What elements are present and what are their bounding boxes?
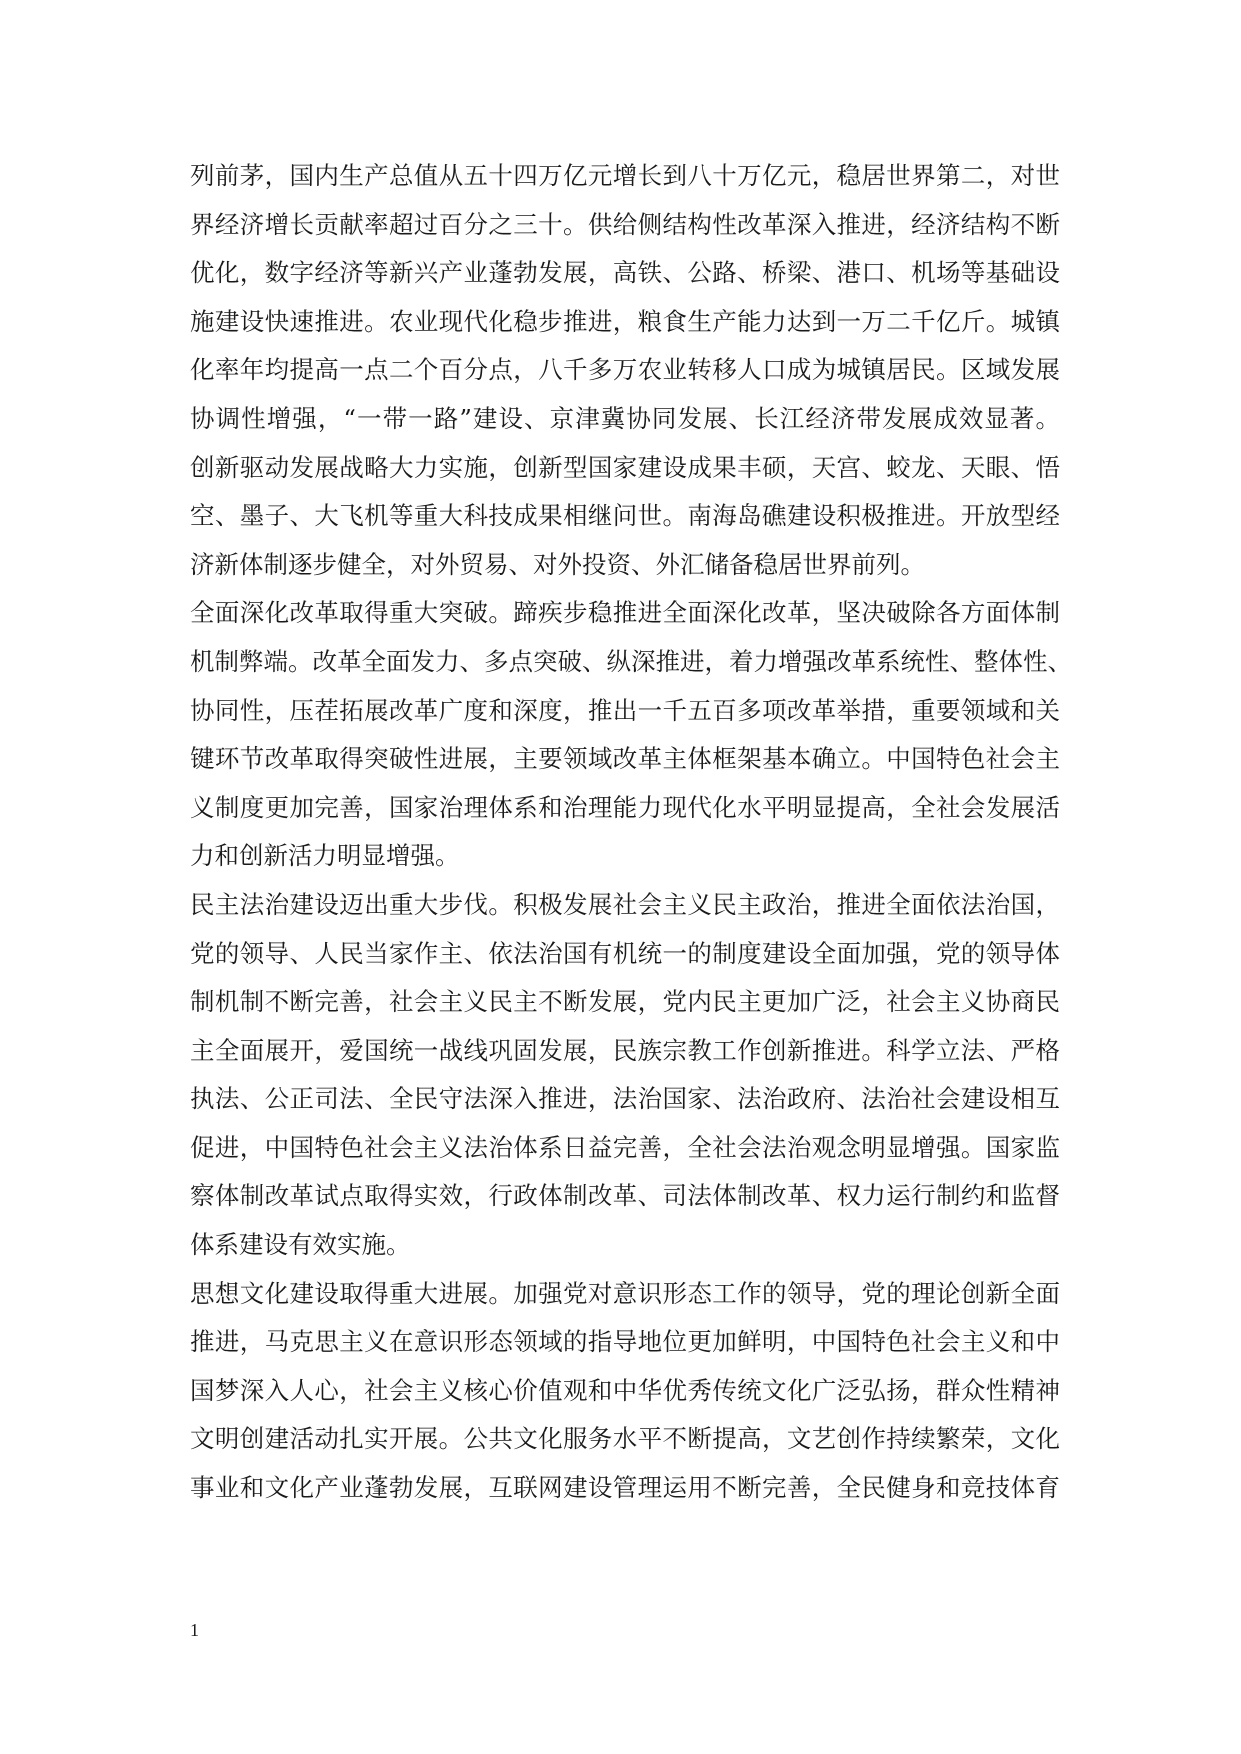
text-line: 空、墨子、大飞机等重大科技成果相继问世。南海岛礁建设积极推进。开放型经 [190, 501, 1060, 531]
text-line: 执法、公正司法、全民守法深入推进，法治国家、法治政府、法治社会建设相互 [190, 1084, 1060, 1114]
text-line: 促进，中国特色社会主义法治体系日益完善，全社会法治观念明显增强。国家监 [190, 1132, 1060, 1162]
text-line: 国梦深入人心，社会主义核心价值观和中华优秀传统文化广泛弘扬，群众性精神 [190, 1375, 1060, 1405]
text-line: 体系建设有效实施。 [190, 1230, 411, 1260]
text-line: 主全面展开，爱国统一战线巩固发展，民族宗教工作创新推进。科学立法、严格 [190, 1035, 1060, 1065]
text-line: 力和创新活力明显增强。 [190, 841, 460, 871]
text-line: 机制弊端。改革全面发力、多点突破、纵深推进，着力增强改革系统性、整体性、 [190, 646, 1072, 676]
text-line: 义制度更加完善，国家治理体系和治理能力现代化水平明显提高，全社会发展活 [190, 792, 1060, 822]
text-line: 施建设快速推进。农业现代化稳步推进，粮食生产能力达到一万二千亿斤。城镇 [190, 306, 1060, 336]
text-line: 列前茅，国内生产总值从五十四万亿元增长到八十万亿元，稳居世界第二，对世 [190, 161, 1060, 190]
text-line: 协同性，压茬拓展改革广度和深度，推出一千五百多项改革举措，重要领域和关 [190, 695, 1060, 725]
text-line: 察体制改革试点取得实效，行政体制改革、司法体制改革、权力运行制约和监督 [190, 1181, 1060, 1211]
text-line: 制机制不断完善，社会主义民主不断发展，党内民主更加广泛，社会主义协商民 [190, 987, 1060, 1017]
text-line: 协调性增强，“一带一路”建设、京津冀协同发展、长江经济带发展成效显著。 [190, 403, 1060, 433]
text-line: 思想文化建设取得重大进展。加强党对意识形态工作的领导，党的理论创新全面 [190, 1278, 1060, 1308]
text-line: 党的领导、人民当家作主、依法治国有机统一的制度建设全面加强，党的领导体 [190, 938, 1060, 968]
text-line: 创新驱动发展战略大力实施，创新型国家建设成果丰硕，天宫、蛟龙、天眼、悟 [190, 452, 1060, 482]
text-line: 济新体制逐步健全，对外贸易、对外投资、外汇储备稳居世界前列。 [190, 549, 925, 579]
text-line: 键环节改革取得突破性进展，主要领域改革主体框架基本确立。中国特色社会主 [190, 744, 1060, 774]
text-line: 民主法治建设迈出重大步伐。积极发展社会主义民主政治，推进全面依法治国， [190, 889, 1060, 919]
text-line: 事业和文化产业蓬勃发展，互联网建设管理运用不断完善，全民健身和竞技体育 [190, 1473, 1060, 1503]
text-line: 全面深化改革取得重大突破。蹄疾步稳推进全面深化改革，坚决破除各方面体制 [190, 598, 1060, 628]
text-line: 优化，数字经济等新兴产业蓬勃发展，高铁、公路、桥梁、港口、机场等基础设 [190, 258, 1060, 288]
page-number: 1 [190, 1620, 199, 1640]
text-line: 界经济增长贡献率超过百分之三十。供给侧结构性改革深入推进，经济结构不断 [190, 209, 1060, 239]
text-line: 推进，马克思主义在意识形态领域的指导地位更加鲜明，中国特色社会主义和中 [190, 1327, 1060, 1357]
text-line: 化率年均提高一点二个百分点，八千多万农业转移人口成为城镇居民。区域发展 [190, 355, 1060, 385]
text-line: 文明创建活动扎实开展。公共文化服务水平不断提高，文艺创作持续繁荣，文化 [190, 1424, 1060, 1454]
body-text [190, 152, 1072, 1513]
